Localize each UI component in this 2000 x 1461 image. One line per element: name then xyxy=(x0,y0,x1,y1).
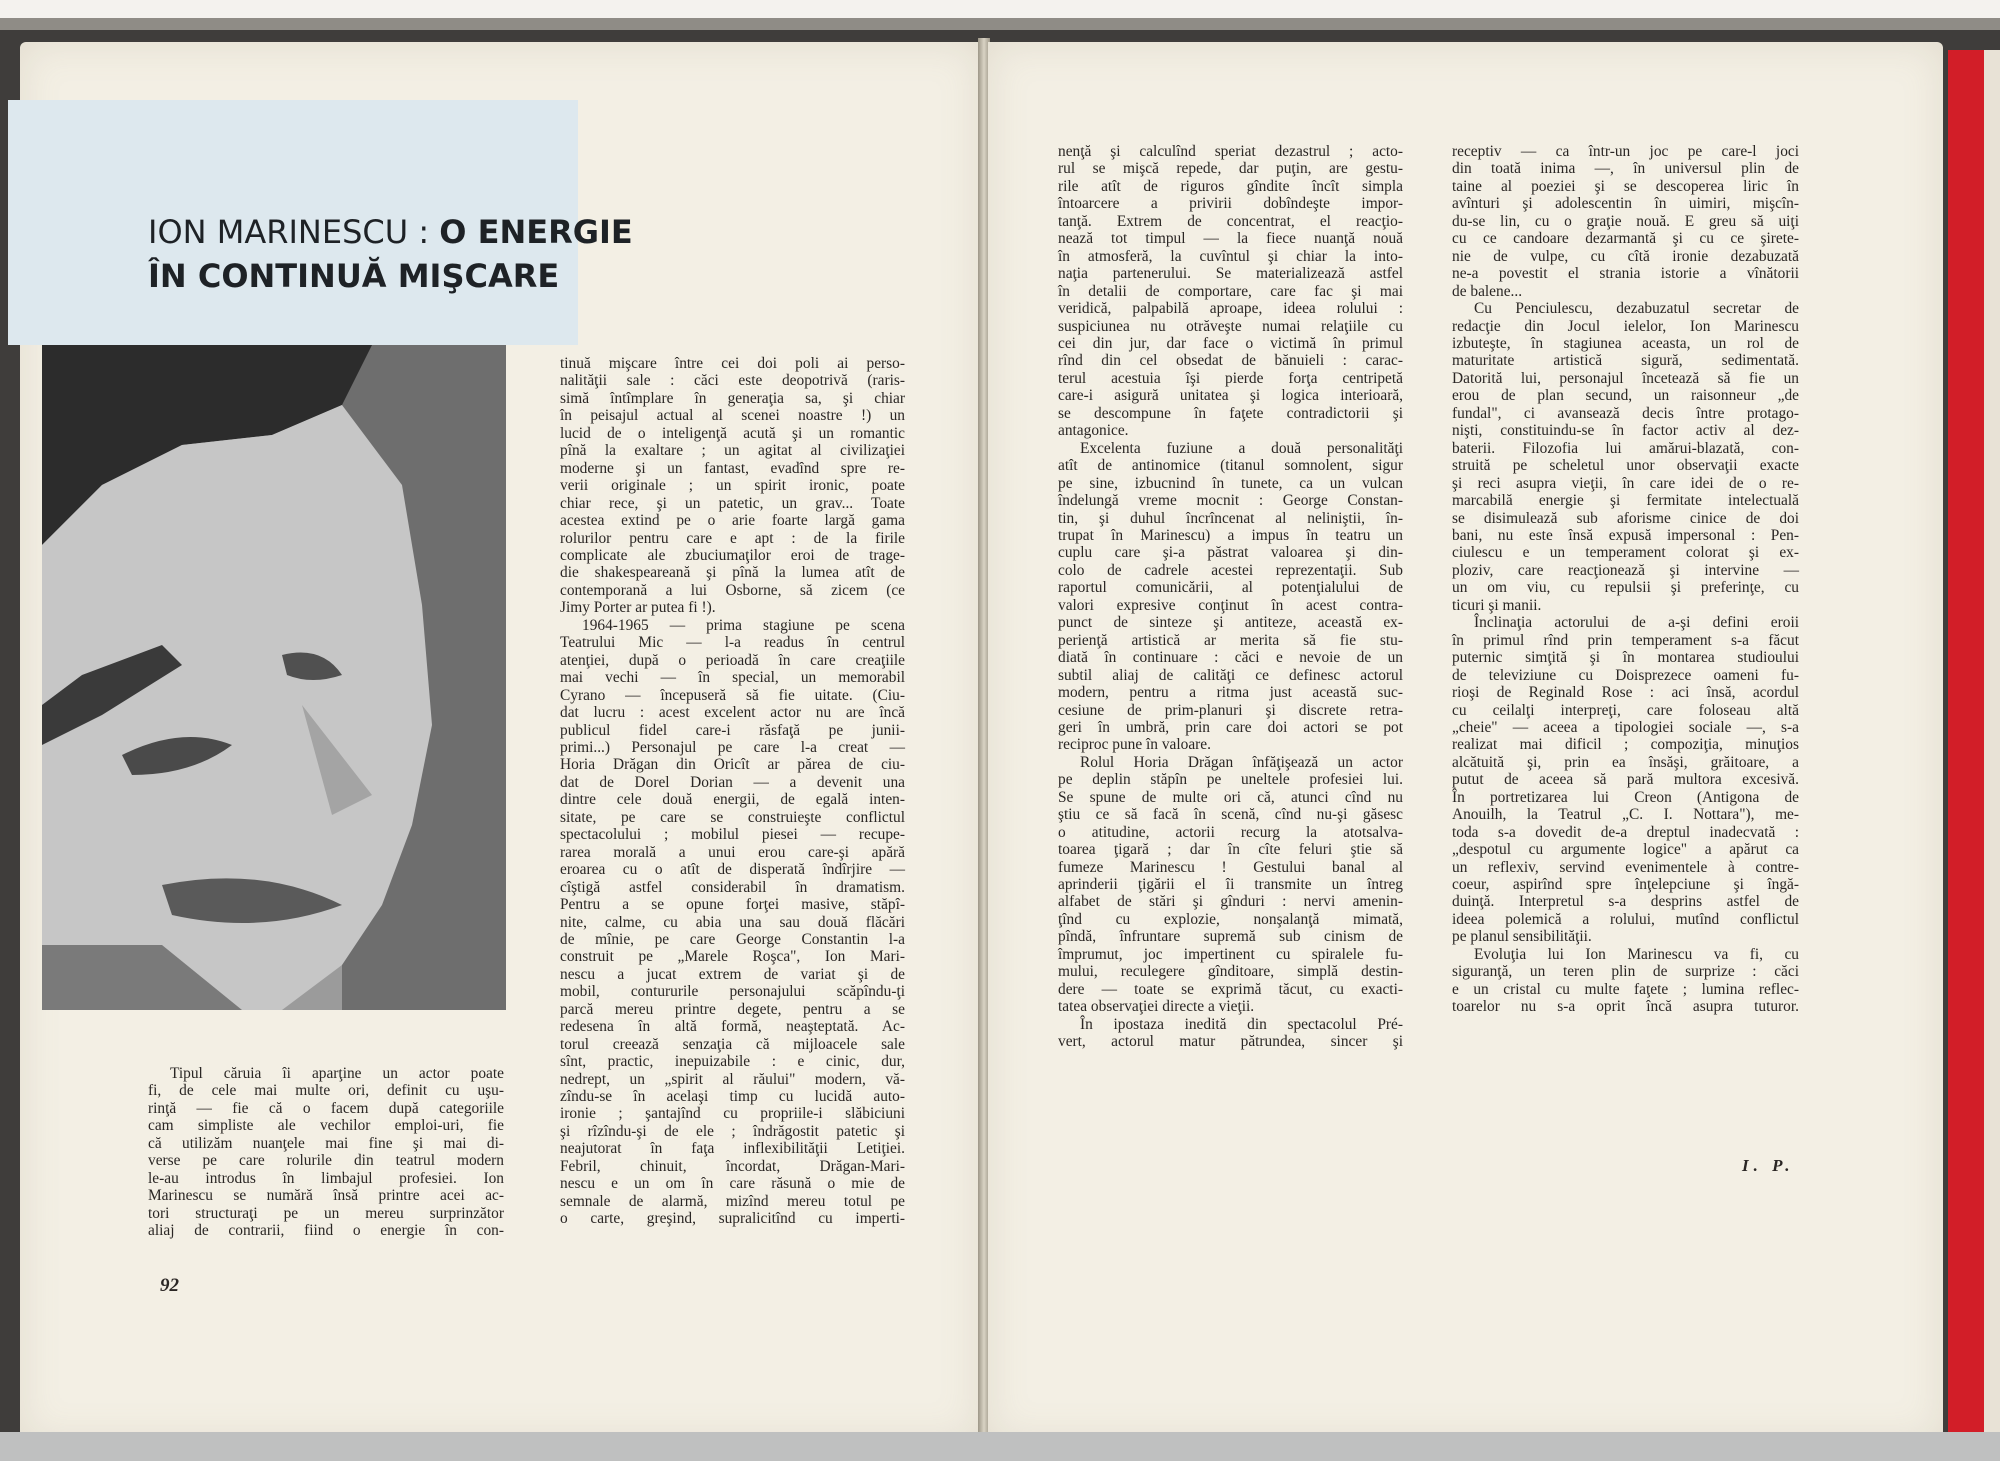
text-line: geri în umbră, prin care doi actori se pot xyxy=(1058,718,1403,736)
page-number: 92 xyxy=(160,1275,179,1296)
text-line: lucid de o inteligenţă acută şi un romantic xyxy=(560,424,905,442)
text-line: rinţă — fie că o facem după categoriile xyxy=(148,1099,504,1117)
text-line: tanţă. Extrem de concentrat, el reacţio- xyxy=(1058,212,1403,230)
text-line: în primul rînd prin temperament s-a făcut xyxy=(1452,631,1799,649)
text-line: de mînie, pe care George Constantin l-a xyxy=(560,930,905,948)
actor-portrait-photo xyxy=(42,345,506,1010)
text-line: ţînd cu explozie, nonşalanţă mimată, xyxy=(1058,910,1403,928)
text-line: toarea ţigară ; dar în cîte feluri ştie să xyxy=(1058,841,1403,859)
text-line: reciproc pune în valoare. xyxy=(1058,736,1211,754)
text-line: un reflexiv, servind evenimentele à contre- xyxy=(1452,858,1799,876)
text-line: avînturi şi adolescentin în uimiri, mişcîn- xyxy=(1452,195,1799,213)
text-line: verii originale ; un spirit ironic, poate xyxy=(560,477,905,495)
text-line: nite, calme, cu abia una sau două flăcări xyxy=(560,913,905,931)
text-line: Marinescu se numără însă printre acei ac- xyxy=(148,1187,504,1205)
text-line: cuplu care şi-a păstrat valoarea şi din- xyxy=(1058,544,1403,562)
text-line: valori expresive conţinut în acest contra- xyxy=(1058,596,1403,614)
text-line: punct de sinteze şi antiteze, această ex- xyxy=(1058,614,1403,632)
text-line: neajutorat în faţa inflexibilităţii Letiţiei. xyxy=(560,1140,905,1158)
text-line: taine al poeziei şi se descoperea liric în xyxy=(1452,177,1799,195)
text-line: întoarcere a privirii dobîndeşte impor- xyxy=(1058,195,1403,213)
text-line: de televiziune cu Doisprezece oameni fu- xyxy=(1452,666,1799,684)
text-line: maturitate artistică sigură, sedimentată. xyxy=(1452,352,1799,370)
text-line: contemporană a lui Osborne, să zicem (ce xyxy=(560,581,905,599)
title-line-2: ÎN CONTINUĂ MIŞCARE xyxy=(148,257,560,295)
text-line: Febril, chinuit, încordat, Drăgan-Mari- xyxy=(560,1157,905,1175)
page-edge xyxy=(1984,50,2000,1435)
text-line: o atitudine, actorii recurg la atotsalva- xyxy=(1058,823,1403,841)
text-line: marcabilă energie şi fermitate intelectuală xyxy=(1452,492,1799,510)
text-line: sitate, pe care se construieşte conflictul xyxy=(560,808,905,826)
author-signature: I. P. xyxy=(1742,1156,1795,1175)
text-line: În ipostaza inedită din spectacolul Pré- xyxy=(1080,1015,1403,1033)
text-line: nescu e un om în care răsună o mie de xyxy=(560,1175,905,1193)
text-line: modern, pentru a ritma just această suc- xyxy=(1058,684,1403,702)
text-line: complicate ale zbuciumaţilor eroi de trage- xyxy=(560,546,905,564)
text-line: die shakespeareană şi pînă la lumea atît de xyxy=(560,564,905,582)
text-line: că utilizăm nuanţele mai fine şi mai di- xyxy=(148,1134,504,1152)
text-line: terul acestuia îşi pierde forţa centripetă xyxy=(1058,369,1403,387)
text-line: sînt, practic, inepuizabile : e cinic, dur, xyxy=(560,1053,905,1071)
text-line: rile atît de riguros gîndite încît simpla xyxy=(1058,177,1403,195)
text-line: Înclinaţia actorului de a-şi defini eroii xyxy=(1474,614,1799,632)
text-line: cu ceilalţi interpreţi, care foloseau altă xyxy=(1452,701,1799,719)
text-line: rînd din cel obsedat de bănuieli : carac- xyxy=(1058,352,1403,370)
text-line: nescu a jucat extrem de variat şi de xyxy=(560,965,905,983)
text-line: rioşi de Reginald Rose : aci însă, acordul xyxy=(1452,684,1799,702)
text-line: alcătuită şi, prin ea însăşi, grăitoare, a xyxy=(1452,753,1799,771)
text-line: cesiune de prim-planuri şi discrete retra- xyxy=(1058,701,1403,719)
text-line: simă întîmplare în generaţia sa, şi chiar xyxy=(560,389,905,407)
text-line: în peisajul actual al scenei noastre !) un xyxy=(560,407,905,425)
text-line: împrumut, joc impertinent cu spiralele fu- xyxy=(1058,945,1403,963)
text-line: redacţie din Jocul ielelor, Ion Marinescu xyxy=(1452,317,1799,335)
text-line: nie de vulpe, cu cîtă ironie dezabuzată xyxy=(1452,247,1799,265)
text-line: dintre cele două energii, de egală inten- xyxy=(560,791,905,809)
text-line: naţia partenerului. Se materializează astfel xyxy=(1058,265,1403,283)
text-line: parcă mereu printre degete, pentru a se xyxy=(560,1000,905,1018)
text-line: verse pe care rolurile din teatrul modern xyxy=(148,1152,504,1170)
text-line: pe sine, izbucnind în tunete, ca un vulcan xyxy=(1058,474,1403,492)
text-line: fi, de cele mai multe ori, definit cu uşu- xyxy=(148,1082,504,1100)
text-line: ciulescu e un temperament colorat şi ex- xyxy=(1452,544,1799,562)
text-line: ne-a povestit el strania istorie a vînătorii xyxy=(1452,265,1799,283)
text-line: perienţă artistică ar merita să fie stu- xyxy=(1058,631,1403,649)
text-line: vert, actorul matur pătrundea, sincer şi xyxy=(1058,1033,1403,1051)
text-line: şi rîzîndu-şi de ele ; îndrăgostit patetic şi xyxy=(560,1122,905,1140)
text-line: de balene... xyxy=(1452,282,1523,300)
text-line: torul creează senzaţia că mijloacele sale xyxy=(560,1035,905,1053)
text-line: nenţă şi calculînd speriat dezastrul ; acto- xyxy=(1058,143,1403,160)
text-line: izbuteşte, în stagiunea aceasta, un rol de xyxy=(1452,334,1799,352)
article-title xyxy=(148,210,708,298)
text-line: redesena în altă formă, neaşteptată. Ac- xyxy=(560,1018,905,1036)
text-line: tin, şi duhul încrîncenat al neliniştii, în- xyxy=(1058,509,1403,527)
text-line: antagonice. xyxy=(1058,422,1129,440)
text-line: „despotul cu argumente logice" a apărut ca xyxy=(1452,841,1799,859)
text-line: atît de antinomice (titanul somnolent, sigur xyxy=(1058,457,1403,475)
text-line: Evoluţia lui Ion Marinescu va fi, cu xyxy=(1474,945,1799,963)
title-line-1: O ENERGIE xyxy=(439,213,633,251)
text-line: realizat mai dificil ; compoziţia, minuţios xyxy=(1452,736,1799,754)
text-line: dat de Dorel Dorian — a devenit una xyxy=(560,773,905,791)
text-line: mului, reculegere gînditoare, simplă destin- xyxy=(1058,963,1403,981)
text-line: semnale de alarmă, mizînd mereu totul pe xyxy=(560,1192,905,1210)
text-line: Rolul Horia Drăgan înfăţişează un actor xyxy=(1080,753,1403,771)
text-line: atenţiei, după o perioadă în care creaţiile xyxy=(560,651,905,669)
text-line: nedrept, un „spirit al răului" modern, vă- xyxy=(560,1070,905,1088)
text-line: din toată inima —, în universul plin de xyxy=(1452,160,1799,178)
text-line: se descompune în faţete contradictorii şi xyxy=(1058,404,1403,422)
text-line: în detalii de comportare, care fac şi mai xyxy=(1058,282,1403,300)
text-line: ticuri şi manii. xyxy=(1452,596,1542,614)
text-line: Teatrului Mic — l-a readus în centrul xyxy=(560,634,905,652)
text-line: care-i asigură unitatea şi logica interioară, xyxy=(1058,387,1403,405)
text-line: tori structuraţi pe un mereu surprinzător xyxy=(148,1204,504,1222)
text-line: pînă la exaltare ; un agitat al civilizaţiei xyxy=(560,442,905,460)
text-line: mai vechi — în special, un memorabil xyxy=(560,669,905,687)
text-line: rolurilor pentru care e apt : de la firile xyxy=(560,529,905,547)
text-line: ştiu ce să facă în scenă, cînd nu-şi găsesc xyxy=(1058,806,1403,824)
text-line: ironie ; şantajînd cu propriile-i slăbiciuni xyxy=(560,1105,905,1123)
text-line: duinţă. Interpretul s-a desprins astfel de xyxy=(1452,893,1799,911)
text-line: acestea extind pe o arie foarte largă gama xyxy=(560,512,905,530)
text-column-3 xyxy=(1058,143,1403,1051)
text-line: în atmosferă, la cuvîntul şi chiar la into- xyxy=(1058,247,1403,265)
text-line: dere — toate se exprimă tăcut, cu exacti- xyxy=(1058,980,1403,998)
text-line: diată în continuare : căci e nevoie de un xyxy=(1058,649,1403,667)
title-name: ION MARINESCU : xyxy=(148,213,440,251)
text-line: moderne şi un fantast, evadînd spre re- xyxy=(560,459,905,477)
text-line: o carte, greşind, supralicitînd cu imperti- xyxy=(560,1210,905,1228)
text-line: tinuă mişcare între cei doi poli ai perso- xyxy=(560,355,905,372)
text-line: veridică, palpabilă aproape, ideea rolului : xyxy=(1058,300,1403,318)
text-line: struită pe scheletul unor observaţii exacte xyxy=(1452,457,1799,475)
text-line: suspiciunea nu otrăveşte numai relaţiile cu xyxy=(1058,317,1403,335)
text-line: În portretizarea lui Creon (Antigona de xyxy=(1452,788,1799,806)
text-line: rul se mişcă repede, dar puţin, are gestu- xyxy=(1058,160,1403,178)
text-line: e un cristal cu multe faţete ; lumina reflec- xyxy=(1452,980,1799,998)
red-page-edge xyxy=(1948,50,1984,1435)
text-line: aprinderii ţigării el îi transmite un întreg xyxy=(1058,876,1403,894)
text-line: rarea morală a unui erou care-şi apără xyxy=(560,843,905,861)
text-column-4 xyxy=(1452,143,1799,1016)
text-line: subtil aliaj de calităţi ce definesc actorul xyxy=(1058,666,1403,684)
text-line: puternic simţită şi în montarea studioului xyxy=(1452,649,1799,667)
text-line: bani, nu este însă expusă impersonal : Pen- xyxy=(1452,526,1799,544)
text-line: cîştigă astfel considerabil în dramatism. xyxy=(560,878,905,896)
text-line: un om viu, cu repulsii şi preferinţe, cu xyxy=(1452,579,1799,597)
text-line: baterii. Filozofia lui amărui-blazată, con- xyxy=(1452,439,1799,457)
text-line: Anouilh, la Teatrul „C. I. Nottara"), me- xyxy=(1452,806,1799,824)
text-line: Horia Drăgan din Oricît ar părea de ciu- xyxy=(560,756,905,774)
text-line: spectacolului ; mobilul piesei — recupe- xyxy=(560,826,905,844)
text-line: zîndu-se în acelaşi timp cu lucidă auto- xyxy=(560,1088,905,1106)
text-line: nează tot timpul — la fiece nuanţă nouă xyxy=(1058,230,1403,248)
text-line: Cu Penciulescu, dezabuzatul secretar de xyxy=(1474,300,1799,318)
text-line: chiar rece, şi un patetic, un grav... Toate xyxy=(560,494,905,512)
text-line: ploziv, care reacţionează şi intervine — xyxy=(1452,561,1799,579)
text-line: trupat în Marinescu) a impus în teatru un xyxy=(1058,526,1403,544)
text-line: nişti, constituindu-se în factor activ al dez- xyxy=(1452,422,1799,440)
text-column-2 xyxy=(560,355,905,1228)
text-line: Tipul căruia îi aparţine un actor poate xyxy=(170,1065,504,1082)
text-line: putut de aceea să pară multora excesivă. xyxy=(1452,771,1799,789)
text-column-1 xyxy=(148,1065,504,1240)
text-line: fundal", ci avansează decis între protago- xyxy=(1452,404,1799,422)
text-line: construit pe „Marele Roşca", Ion Mari- xyxy=(560,948,905,966)
text-line: alfabet de stări şi gînduri : nervi amenin- xyxy=(1058,893,1403,911)
text-line: pe deplin stăpîn pe uneltele profesiei lui. xyxy=(1058,771,1403,789)
text-line: cu ce candoare dezarmantă şi cu ce şirete- xyxy=(1452,230,1799,248)
text-line: Pentru a se opune forţei masive, stăpî- xyxy=(560,896,905,914)
text-line: „cheie" — aceea a tipologiei sociale —, s-a xyxy=(1452,718,1799,736)
text-line: eroarea cu o atît de disperată îndîrjire — xyxy=(560,861,905,879)
text-line: Datorită lui, personajul încetează să fie un xyxy=(1452,369,1799,387)
text-line: coeur, aspirînd spre înţelepciune şi îngă- xyxy=(1452,876,1799,894)
text-line: fumeze Marinescu ! Gestului banal al xyxy=(1058,858,1403,876)
text-line: şi reci asupra vieţii, în care idei de o re- xyxy=(1452,474,1799,492)
text-line: aliaj de contrarii, fiind o energie în con- xyxy=(148,1222,504,1240)
text-line: siguranţă, un teren plin de surprize : căci xyxy=(1452,963,1799,981)
text-line: publicul fidel care-i răsfaţă pe junii- xyxy=(560,721,905,739)
binding-strip xyxy=(0,0,2000,30)
text-line: toarelor nu s-a oprit încă asupra tuturor. xyxy=(1452,998,1799,1016)
text-line: cam simpliste ale vechilor emploi-uri, fie xyxy=(148,1117,504,1135)
bottom-strip xyxy=(0,1432,2000,1461)
text-line: pîndă, înfruntare supremă sub cinism de xyxy=(1058,928,1403,946)
text-line: dat lucru : acest excelent actor nu are încă xyxy=(560,704,905,722)
text-line: 1964-1965 — prima stagiune pe scena xyxy=(582,616,905,634)
text-line: raportul comunicării, al potenţialului de xyxy=(1058,579,1403,597)
text-line: ideea polemică a rolului, mutînd conflictul xyxy=(1452,910,1799,928)
text-line: Cyrano — începuseră să fie uitate. (Ciu- xyxy=(560,686,905,704)
text-line: Excelenta fuziune a două personalităţi xyxy=(1080,439,1403,457)
text-line: îndelungă vreme mocnit : George Constan- xyxy=(1058,492,1403,510)
text-line: primi...) Personajul pe care l-a creat — xyxy=(560,738,905,756)
text-line: se disimulează sub aforisme cinice de doi xyxy=(1452,509,1799,527)
text-line: cei din jur, dar face o victimă în primul xyxy=(1058,334,1403,352)
text-line: Se spune de multe ori că, atunci cînd nu xyxy=(1058,788,1403,806)
text-line: erou de plan secund, un raisonneur „de xyxy=(1452,387,1799,405)
text-line: mobil, contururile personajului scăpîndu-ţi xyxy=(560,983,905,1001)
text-line: Jimy Porter ar putea fi !). xyxy=(560,599,716,617)
text-line: pe planul sensibilităţii. xyxy=(1452,928,1592,946)
text-line: le-au introdus în limbajul profesiei. Ion xyxy=(148,1169,504,1187)
text-line: colo de cadrele acestei reprezentaţii. Sub xyxy=(1058,561,1403,579)
text-line: receptiv — ca într-un joc pe care-l joci xyxy=(1452,143,1799,160)
text-line: nalităţii sale : căci este deopotrivă (raris- xyxy=(560,372,905,390)
text-line: toda s-a dovedit de-a dreptul inadecvată : xyxy=(1452,823,1799,841)
text-line: du-se lin, cu o graţie nouă. E greu să uiţi xyxy=(1452,212,1799,230)
text-line: tatea observaţiei directe a vieţii. xyxy=(1058,998,1255,1016)
